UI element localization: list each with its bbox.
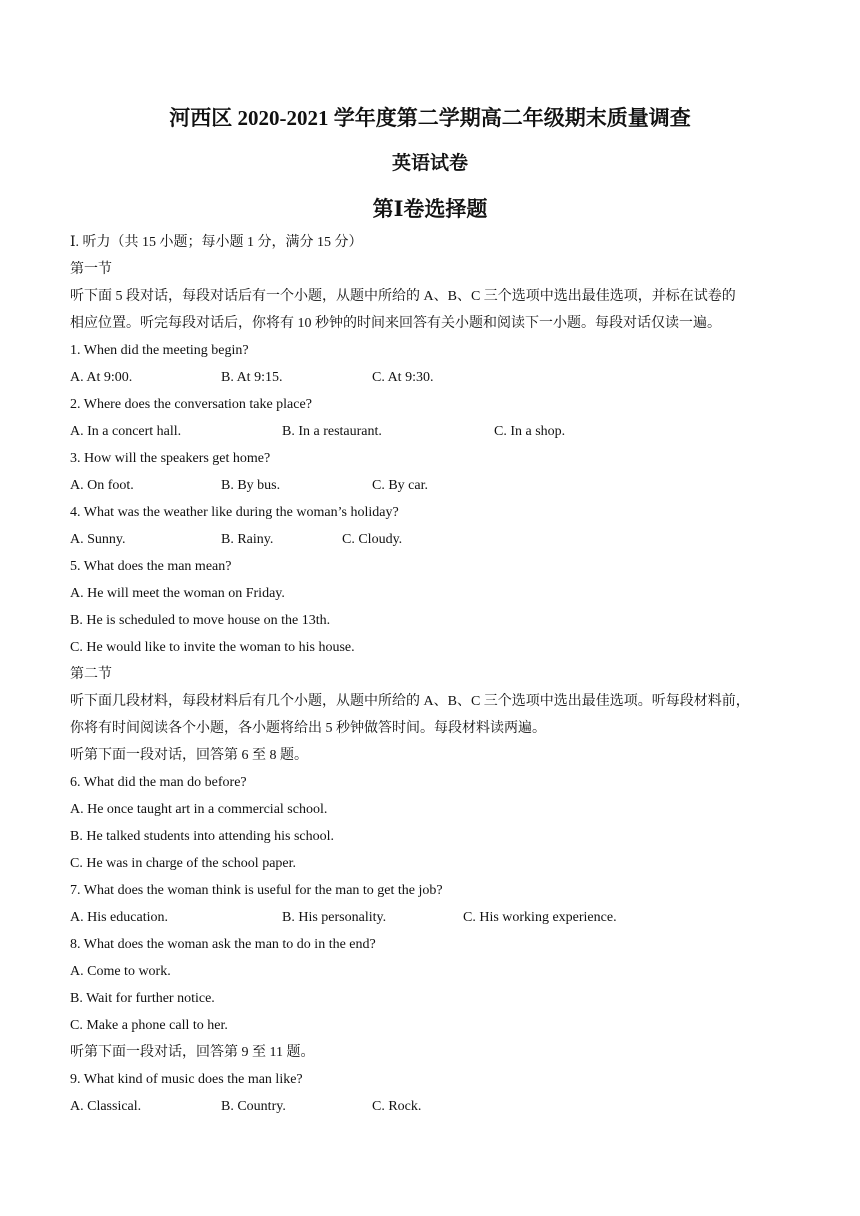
group-instruction-9-11: 听第下面一段对话，回答第 9 至 11 题。 bbox=[70, 1045, 315, 1060]
question-1: 1. When did the meeting begin? bbox=[70, 343, 249, 358]
q4-option-c: C. Cloudy. bbox=[342, 532, 403, 547]
subject-title: 英语试卷 bbox=[391, 153, 468, 174]
q2-option-c: C. In a shop. bbox=[494, 424, 566, 439]
section2-label: 第二节 bbox=[70, 667, 112, 682]
listening-heading: Ⅰ. 听力（共 15 小题；每小题 1 分，满分 15 分） bbox=[70, 235, 363, 250]
q8-option-a: A. Come to work. bbox=[70, 964, 171, 979]
q7-option-a: A. His education. bbox=[70, 910, 168, 925]
q3-option-a: A. On foot. bbox=[70, 478, 134, 493]
volume-title: 第Ⅰ卷选择题 bbox=[372, 197, 488, 221]
question-6: 6. What did the man do before? bbox=[70, 775, 247, 790]
q5-option-b: B. He is scheduled to move house on the 13th. bbox=[70, 613, 331, 628]
question-4: 4. What was the weather like during the woman’s holiday? bbox=[70, 505, 399, 520]
section1-instruction-line1: 听下面 5 段对话，每段对话后有一个小题，从题中所给的 A、B、C 三个选项中选出最佳选项，并标在试卷的 bbox=[70, 289, 736, 304]
q9-option-a: A. Classical. bbox=[70, 1099, 142, 1114]
q9-option-b: B. Country. bbox=[221, 1099, 286, 1114]
q5-option-c: C. He would like to invite the woman to his house. bbox=[70, 640, 355, 655]
q2-option-a: A. In a concert hall. bbox=[70, 424, 182, 439]
q4-option-b: B. Rainy. bbox=[221, 532, 274, 547]
q7-option-c: C. His working experience. bbox=[463, 910, 617, 925]
question-7: 7. What does the woman think is useful for the man to get the job? bbox=[70, 883, 443, 898]
q7-option-b: B. His personality. bbox=[282, 910, 387, 925]
q3-option-b: B. By bus. bbox=[221, 478, 281, 493]
q1-option-b: B. At 9:15. bbox=[221, 370, 283, 385]
question-2: 2. Where does the conversation take place? bbox=[70, 397, 312, 412]
q6-option-c: C. He was in charge of the school paper. bbox=[70, 856, 297, 871]
section2-instruction-line2: 你将有时间阅读各个小题，各小题将给出 5 秒钟做答时间。每段材料读两遍。 bbox=[70, 721, 546, 736]
question-3: 3. How will the speakers get home? bbox=[70, 451, 271, 466]
question-9: 9. What kind of music does the man like? bbox=[70, 1072, 303, 1087]
q6-option-a: A. He once taught art in a commercial school. bbox=[70, 802, 328, 817]
q8-option-c: C. Make a phone call to her. bbox=[70, 1018, 228, 1033]
q4-option-a: A. Sunny. bbox=[70, 532, 126, 547]
section1-instruction-line2: 相应位置。听完每段对话后，你将有 10 秒钟的时间来回答有关小题和阅读下一小题。每段对话仅读一遍。 bbox=[70, 316, 721, 331]
question-5: 5. What does the man mean? bbox=[70, 559, 232, 574]
q1-option-a: A. At 9:00. bbox=[70, 370, 133, 385]
section1-label: 第一节 bbox=[70, 262, 112, 277]
q3-option-c: C. By car. bbox=[372, 478, 428, 493]
section2-instruction-line1: 听下面几段材料，每段材料后有几个小题，从题中所给的 A、B、C 三个选项中选出最佳选项。听每段材料前， bbox=[70, 694, 750, 709]
group-instruction-6-8: 听第下面一段对话，回答第 6 至 8 题。 bbox=[70, 748, 308, 763]
q2-option-b: B. In a restaurant. bbox=[282, 424, 382, 439]
q5-option-a: A. He will meet the woman on Friday. bbox=[70, 586, 285, 601]
question-8: 8. What does the woman ask the man to do in the end? bbox=[70, 937, 376, 952]
q6-option-b: B. He talked students into attending his school. bbox=[70, 829, 335, 844]
q9-option-c: C. Rock. bbox=[372, 1099, 422, 1114]
q8-option-b: B. Wait for further notice. bbox=[70, 991, 215, 1006]
exam-title: 河西区 2020-2021 学年度第二学期高二年级期末质量调查 bbox=[169, 106, 691, 130]
q1-option-c: C. At 9:30. bbox=[372, 370, 434, 385]
